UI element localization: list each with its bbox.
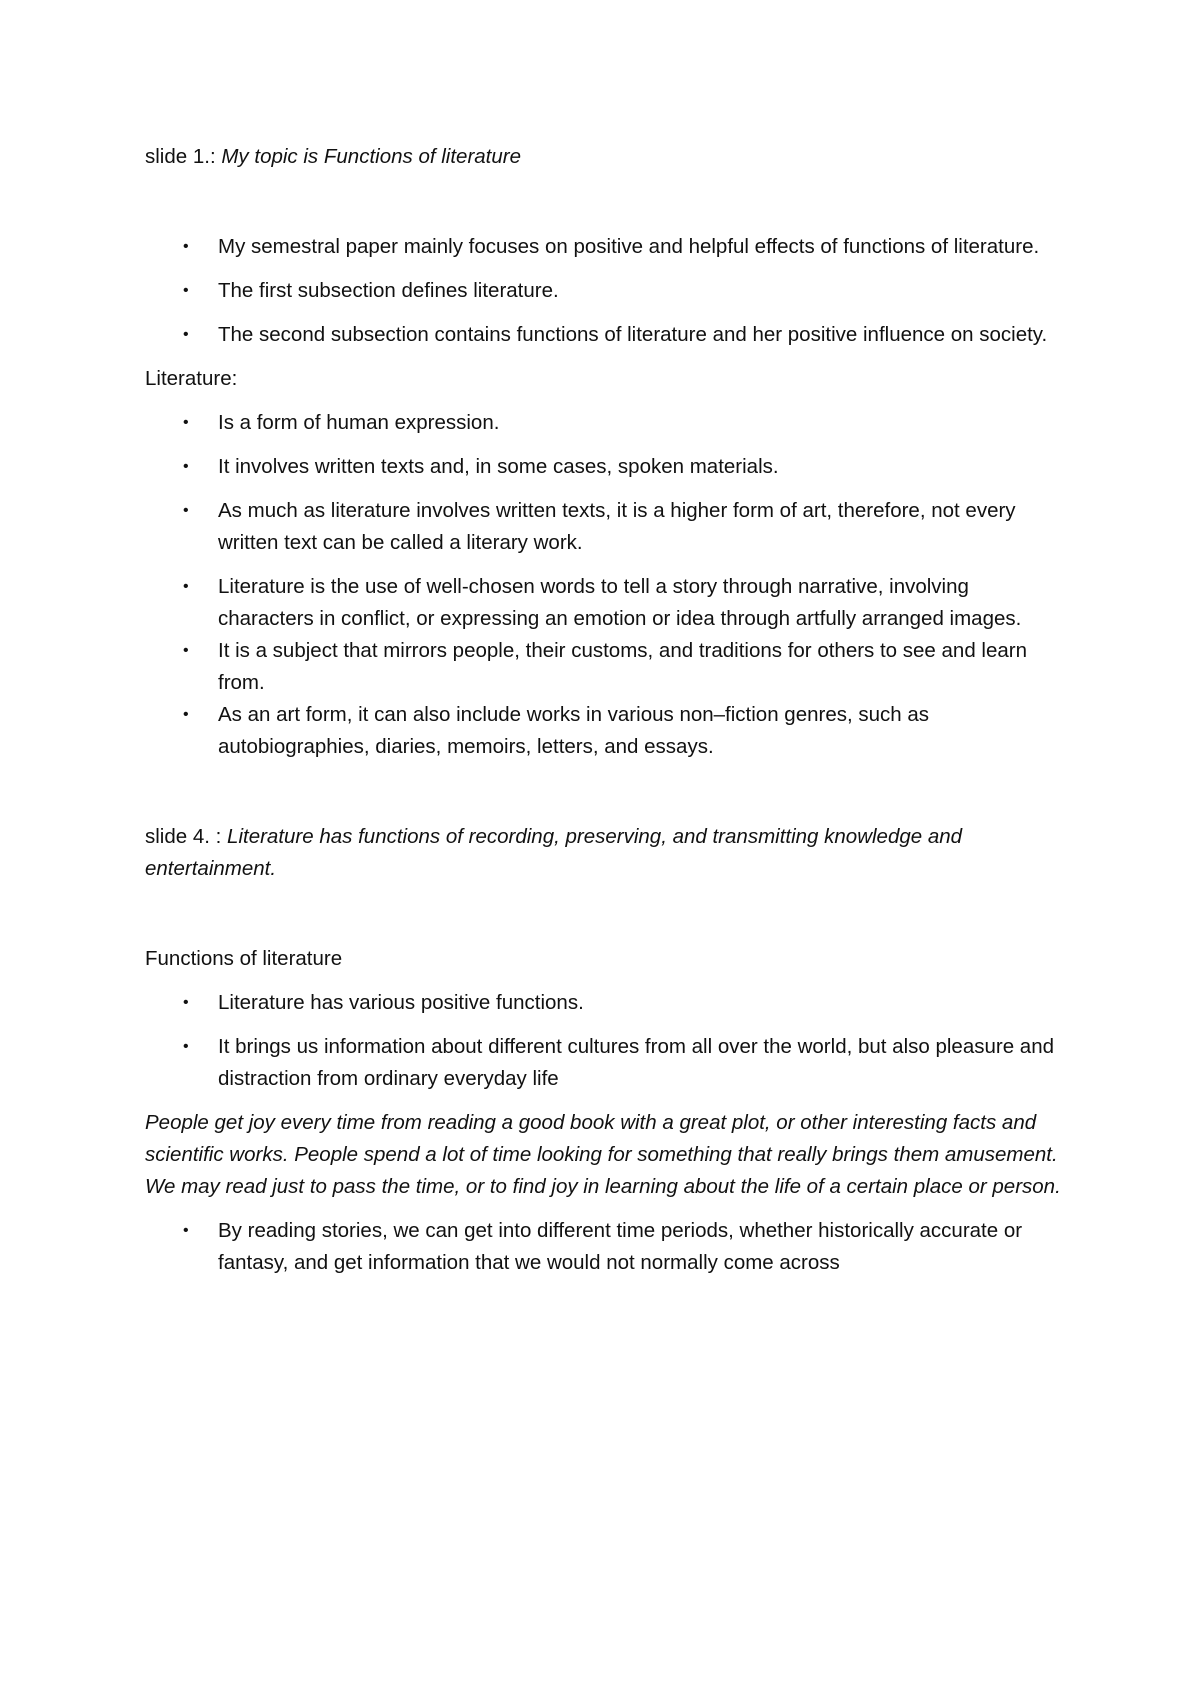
list-item-text: Literature is the use of well-chosen words to tell a story through narrative, involving characters in conflict, or expressing an emotion or idea through artfully arranged images. [218,575,1022,630]
list-item-text: Literature has various positive functions. [218,991,584,1014]
list-item-text: As an art form, it can also include works in various non–fiction genres, such as autobiographies, diaries, memoirs, letters, and essays. [218,703,930,758]
bullet-icon: • [183,706,189,723]
list-item [145,571,1065,635]
functions-bullet-list-2 [145,1215,1065,1279]
slide-4-title: Literature has functions of recording, preserving, and transmitting knowledge and entertainment. [145,825,963,880]
slide-1-line [145,141,1065,173]
slide-1-title: My topic is Functions of literature [221,145,522,168]
literature-heading: Literature: [145,367,238,390]
list-item-text: The first subsection defines literature. [218,279,559,302]
list-item-text: My semestral paper mainly focuses on positive and helpful effects of functions of literature. [218,235,1040,258]
list-item-text: By reading stories, we can get into different time periods, whether historically accurate or fantasy, and get information that we would not normally come across [218,1219,1023,1274]
bullet-icon: • [183,1038,189,1055]
list-item [145,451,1065,483]
bullet-icon: • [183,578,189,595]
list-item [145,987,1065,1019]
list-item [145,231,1065,263]
list-item-text: Is a form of human expression. [218,411,500,434]
list-item [145,275,1065,307]
bullet-icon: • [183,1222,189,1239]
literature-bullet-list [145,407,1065,763]
bullet-icon: • [183,458,189,475]
list-item [145,407,1065,439]
slide-4-prefix: slide 4. : [145,825,228,848]
italic-paragraph: People get joy every time from reading a good book with a great plot, or other interesting facts and scientific works. People spend a lot of time looking for something that really brings them amusement. We may read just to pass the time, or to find joy in learning about the life of a certain place or person. [145,1111,1061,1198]
bullet-icon: • [183,642,189,659]
intro-bullet-list [145,231,1065,351]
list-item-text: The second subsection contains functions of literature and her positive influence on society. [218,323,1048,346]
bullet-icon: • [183,326,189,343]
list-item [145,635,1065,699]
functions-bullet-list [145,987,1065,1095]
list-item-text: As much as literature involves written texts, it is a higher form of art, therefore, not every written text can be called a literary work. [218,499,1016,554]
list-item [145,699,1065,763]
slide-4-line [145,821,1065,885]
list-item [145,1215,1065,1279]
list-item-text: It involves written texts and, in some cases, spoken materials. [218,455,779,478]
list-item-text: It brings us information about different cultures from all over the world, but also pleasure and distraction from ordinary everyday life [218,1035,1055,1090]
list-item [145,1031,1065,1095]
document-page [145,141,1065,1279]
list-item [145,495,1065,559]
bullet-icon: • [183,994,189,1011]
list-item-text: It is a subject that mirrors people, their customs, and traditions for others to see and learn from. [218,639,1028,694]
list-item [145,319,1065,351]
bullet-icon: • [183,282,189,299]
bullet-icon: • [183,414,189,431]
bullet-icon: • [183,238,189,255]
functions-heading: Functions of literature [145,947,343,970]
slide-1-prefix: slide 1.: [145,145,222,168]
bullet-icon: • [183,502,189,519]
